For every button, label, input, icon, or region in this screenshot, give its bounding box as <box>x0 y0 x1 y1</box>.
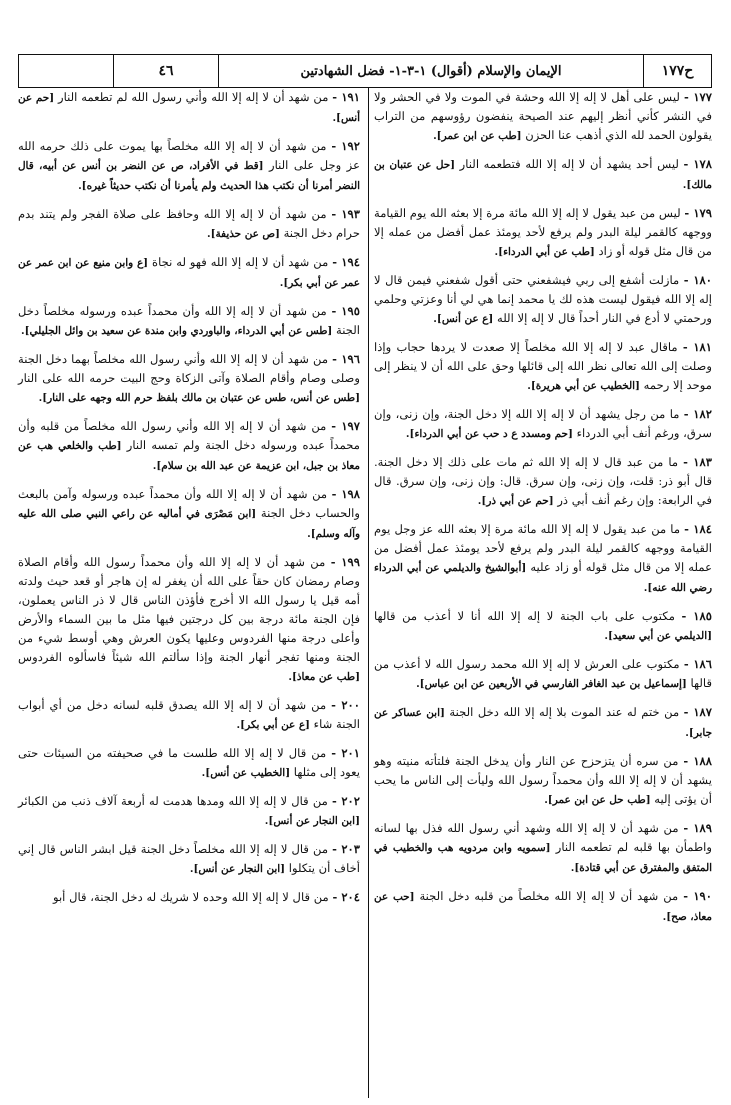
hadith-source: [طب والخلعي هب عن معاذ بن جبل، ابن عزيمة عن عبد الله بن سلام]. <box>18 440 360 472</box>
hadith-entry <box>374 752 712 810</box>
hadith-text: من شهد أن لا إله إلا الله فهو له نجاة <box>148 255 333 269</box>
hadith-entry <box>374 520 712 598</box>
hadith-text: مكتوب على باب الجنة لا إله إلا الله أنا لا أعذب من قالها <box>374 609 682 623</box>
hadith-source: [أبوالشيخ والديلمي عن أبي الدرداء رضي الله عنه]. <box>374 562 712 594</box>
hadith-text: مازلت أشفع إلى ربي فيشفعني حتى أقول شفعني فيمن قال لا إله إلا الله فيقول ليست هذه لك يا محمد إنما هي لي أنا وعزتي وحلمي ورحمتي لا أدع في النار أحداً قال لا إله إلا الله <box>374 273 712 325</box>
hadith-source: [حم ومسدد ع د حب عن أبي الدرداء]. <box>405 428 573 440</box>
hadith-source: [طب عن أبي الدرداء]. <box>494 246 595 258</box>
hadith-number: ١٨٢ - <box>683 407 712 421</box>
hadith-source: [طب عن ابن عمر]. <box>433 130 522 142</box>
hadith-number: ٢٠٣ - <box>332 842 360 856</box>
hadith-number: ١٩٣ - <box>331 207 360 221</box>
hadith-number: ١٧٨ - <box>683 157 712 171</box>
page-number: ٤٦ <box>113 55 218 87</box>
hadith-text: من شهد أن لا إله إلا الله وأن محمداً عبده ورسوله مخلصاً دخل الجنة <box>18 304 360 337</box>
column-divider <box>368 88 369 1098</box>
hadith-number: ١٧٩ - <box>684 206 712 220</box>
hadith-entry <box>374 155 712 195</box>
hadith-number: ١٨٦ - <box>683 657 712 671</box>
hadith-entry <box>374 819 712 878</box>
hadith-number: ١٩٨ - <box>331 487 360 501</box>
hadith-number: ١٩٤ - <box>332 255 360 269</box>
hadith-text: من شهد أن لا إله إلا الله وأني رسول الله مخلصاً من قلبه وأن محمداً عبده ورسوله دخل الجنة ولم تمسه النار <box>18 419 360 452</box>
hadith-source: [حب عن معاذ، صح]. <box>374 891 712 923</box>
hadith-source: [طس عن أنس، طس عن عتبان بن مالك بلفظ حرم الله وجهه على النار]. <box>38 392 360 404</box>
hadith-number: ٢٠٠ - <box>331 698 360 712</box>
page-header <box>18 54 712 88</box>
hadith-entry <box>374 703 712 743</box>
hadith-entry <box>374 204 712 262</box>
hadith-text: من قال لا إله إلا الله ومدها هدمت له أربعة آلاف ذنب من الكبائر <box>18 794 333 808</box>
hadith-text: مكتوب على العرش لا إله إلا الله محمد رسول الله لا أعذب من قالها <box>374 657 712 690</box>
hadith-number: ١٩٥ - <box>331 304 360 318</box>
hadith-text: من شهد أن لا إله إلا الله وشهد أني رسول الله فذل بها لسانه واطمأن بها قلبه لم تطعمه النار <box>374 821 712 854</box>
hadith-text: من شهد أن لا إله إلا الله وأني رسول الله مخلصاً بهما دخل الجنة وصلى وصام وأقام الصلاة وآتى الزكاة وحج البيت حرمه الله على النار <box>18 352 360 385</box>
right-column <box>374 88 712 936</box>
hadith-text: من قال لا إله إلا الله مخلصاً دخل الجنة قيل ابشر الناس قال إني أخاف أن يتكلوا <box>18 842 360 875</box>
hadith-source: [ابن النجار عن أنس]. <box>189 863 286 875</box>
hadith-text: من قال لا إله إلا الله وحده لا شريك له دخل الجنة، قال أبو <box>52 890 333 904</box>
hadith-text: من شهد أن لا إله إلا الله وحافظ على صلاة الفجر ولم يتند بدم حرام دخل الجنة <box>18 207 360 240</box>
hadith-source: [حل عن عتبان بن مالك]. <box>374 159 712 191</box>
hadith-source: [طس عن أبي الدرداء، والباوردي وابن مندة عن سعيد بن وائل الجليلي]. <box>20 325 333 337</box>
hadith-text: من شهد أن لا إله إلا الله مخلصاً بها يموت على ذلك حرمه الله عز وجل على النار <box>18 139 360 172</box>
hadith-source: [ابن عساكر عن جابر]. <box>374 707 712 739</box>
hadith-number: ١٩٧ - <box>331 419 360 433</box>
hadith-text: ما من رجل يشهد أن لا إله إلا الله إلا دخل الجنة، وإن زنى، وإن سرق، ورغم أنف أبي الدرداء <box>374 407 712 440</box>
hadith-number: ١٧٧ - <box>684 90 712 104</box>
hadith-source: [ع عن أنس]. <box>433 313 494 325</box>
hadith-number: ١٨٥ - <box>681 609 712 623</box>
hadith-number: ١٩٢ - <box>331 139 360 153</box>
hadith-source: [ع وابن منيع عن ابن عمر عن عمر عن أبي بكر]. <box>18 257 360 289</box>
hadith-entry <box>18 253 360 293</box>
hadith-entry <box>18 205 360 244</box>
hadith-source: [طب حل عن ابن عمر]. <box>544 794 651 806</box>
hadith-entry <box>18 744 360 783</box>
hadith-number: ٢٠٤ - <box>332 890 360 904</box>
hadith-text: ما من عبد يقول لا إله إلا الله مائة مرة إلا بعثه الله عز وجل يوم القيامة ووجهه كالقمر ليلة البدر ولم يرفع لأحد يومئذ عمل أفضل من عمله إلا من قال مثل قوله أو زاد عليه <box>374 522 712 574</box>
hadith-text: ما من عبد قال لا إله إلا الله ثم مات على ذلك إلا دخل الجنة. قال أبو ذر: قلت، وإن زنى، وإن سرق. قال: وإن زنى، وإن سرق. قال في الرابعة: وإن رغم أنف أبي ذر <box>374 455 712 507</box>
hadith-source: [حم عن أبي ذر]. <box>477 495 554 507</box>
hadith-source: [الخطيب عن أنس]. <box>201 767 291 779</box>
hadith-entry <box>374 453 712 511</box>
hadith-entry <box>374 338 712 396</box>
hadith-entry <box>374 655 712 694</box>
hadith-text: من شهد أن لا إله إلا الله وأن محمداً رسول الله وأقام الصلاة وصام رمضان كان حقاً على الله أن يغفر له إن هاجر أو قعد حيث ولدته أمه قيل يا رسول الله الا أخرج فأؤذن الناس قال لا ذر الناس يعملون، فإن الجنة مائة درجة بين كل درجتين فيها مثل ما بين السماء والأرض وأعلى درجة منها الفردوس وعليها يكون العرش وهي أوسط شيء من الجنة ومنها تفجر أنهار الجنة وإذا سألتم الله شيئاً فاسألوه الفردوس <box>18 555 360 664</box>
hadith-entry <box>18 302 360 341</box>
hadith-entry <box>374 88 712 146</box>
hadith-number: ١٨٠ - <box>683 273 712 287</box>
hadith-source: [قط في الأفراد، ص عن النضر بن أنس عن أبيه، قال النضر أمرنا أن نكتب هذا الحديث ولم يأمرنا أن نكتب حديثاً غيره]. <box>18 160 360 192</box>
hadith-number: ١٨٩ - <box>683 821 712 835</box>
hadith-entry <box>18 350 360 408</box>
hadith-number: ٢٠١ - <box>331 746 360 760</box>
hadith-number: ١٨٤ - <box>684 522 712 536</box>
hadith-number: ١٩٦ - <box>332 352 360 366</box>
hadith-number: ١٨٣ - <box>683 455 712 469</box>
hadith-source: [حم عن أنس]. <box>18 92 360 124</box>
hadith-entry <box>374 887 712 927</box>
hadith-text: ليس من عبد يقول لا إله إلا الله مائة مرة إلا بعثه الله يوم القيامة ووجهه كالقمر ليلة البدر ولم يرفع لأحد يومئذ عمل أفضل من عمله إلا من قال مثل قوله أو زاد <box>374 206 712 258</box>
hadith-text: من قال لا إله إلا الله طلست ما في صحيفته من السيئات حتى يعود إلى مثلها <box>18 746 360 779</box>
left-column <box>18 88 360 917</box>
hadith-number: ١٩٠ - <box>683 889 712 903</box>
hadith-entry <box>18 553 360 687</box>
hadith-source: [ص عن حذيفة]. <box>206 228 280 240</box>
section-title: الإيمان والإسلام (أقوال) ١-٣-١- فضل الشهادتين <box>218 55 643 87</box>
hadith-entry <box>18 485 360 544</box>
hadith-entry <box>374 405 712 444</box>
hadith-text: من شهد أن لا إله إلا الله مخلصاً من قلبه دخل الجنة <box>414 889 684 903</box>
hadith-text: من ختم له عند الموت بلا إله إلا الله دخل الجنة <box>444 705 684 719</box>
hadith-text: من سره أن يتزحزح عن النار وأن يدخل الجنة فلتأته منيته وهو يشهد أن لا إله إلا الله وأن محمداً رسول الله وليأت إلى الناس ما يحب أن يؤتى إليه <box>374 754 712 806</box>
hadith-source: [ابن النجار عن أنس]. <box>264 815 360 827</box>
hadith-number: ١٩٩ - <box>330 555 360 569</box>
hadith-text: ليس على أهل لا إله إلا الله وحشة في الموت ولا في الحشر ولا في النشر كأني أنظر إليهم عند الصيحة ينفضون رؤوسهم من التراب يقولون الحمد لله الذي أذهب عنا الحزن <box>374 90 712 142</box>
hadith-number: ١٨٧ - <box>683 705 712 719</box>
hadith-entry <box>18 840 360 879</box>
hadith-text: ليس أحد يشهد أن لا إله إلا الله فتطعمه النار <box>455 157 684 171</box>
hadith-entry <box>18 88 360 128</box>
hadith-entry <box>18 417 360 476</box>
hadith-entry <box>374 607 712 646</box>
hadith-number: ١٨٨ - <box>683 754 712 768</box>
hadith-source: [الديلمي عن أبي سعيد]. <box>604 630 712 642</box>
hadith-text: من شهد أن لا إله إلا الله يصدق قلبه لسانه دخل من أي أبواب الجنة شاء <box>18 698 360 731</box>
header-empty-cell <box>19 55 113 87</box>
hadith-source: [طب عن معاذ]. <box>288 671 360 683</box>
hadith-source: [الخطيب عن أبي هريرة]. <box>527 380 640 392</box>
hadith-source: [إسماعيل بن عبد الغافر الفارسي في الأربعين عن ابن عباس]. <box>416 678 687 690</box>
hadith-source: [ع عن أبي بكر]. <box>236 719 310 731</box>
hadith-range-code: ح١٧٧ <box>643 55 711 87</box>
hadith-entry <box>18 137 360 196</box>
hadith-text: ماقال عبد لا إله إلا الله مخلصاً إلا صعدت لا يردها حجاب وإذا وصلت إلى الله تعالى نظر الله إلى قائلها وحق على الله أن لا ينظر إلى موحد إلا رحمه <box>374 340 712 392</box>
hadith-number: ١٨١ - <box>682 340 712 354</box>
hadith-entry <box>374 271 712 329</box>
text-columns <box>18 88 712 1098</box>
hadith-source: [سمويه وابن مردويه هب والخطيب في المتفق والمفترق عن أبي قتادة]. <box>374 842 712 874</box>
hadith-number: ٢٠٢ - <box>332 794 360 808</box>
hadith-text: من شهد أن لا إله إلا الله وأني رسول الله لم تطعمه النار <box>54 90 333 104</box>
hadith-entry <box>18 696 360 735</box>
hadith-text: من شهد أن لا إله إلا الله وأن محمداً عبده ورسوله وآمن بالبعث والحساب دخل الجنة <box>18 487 360 520</box>
hadith-source: [ابن مَصْرَى في أماليه عن راعي النبي صلى الله عليه وآله وسلم]. <box>18 508 360 540</box>
hadith-entry <box>18 888 360 908</box>
hadith-entry <box>18 792 360 831</box>
hadith-number: ١٩١ - <box>332 90 360 104</box>
